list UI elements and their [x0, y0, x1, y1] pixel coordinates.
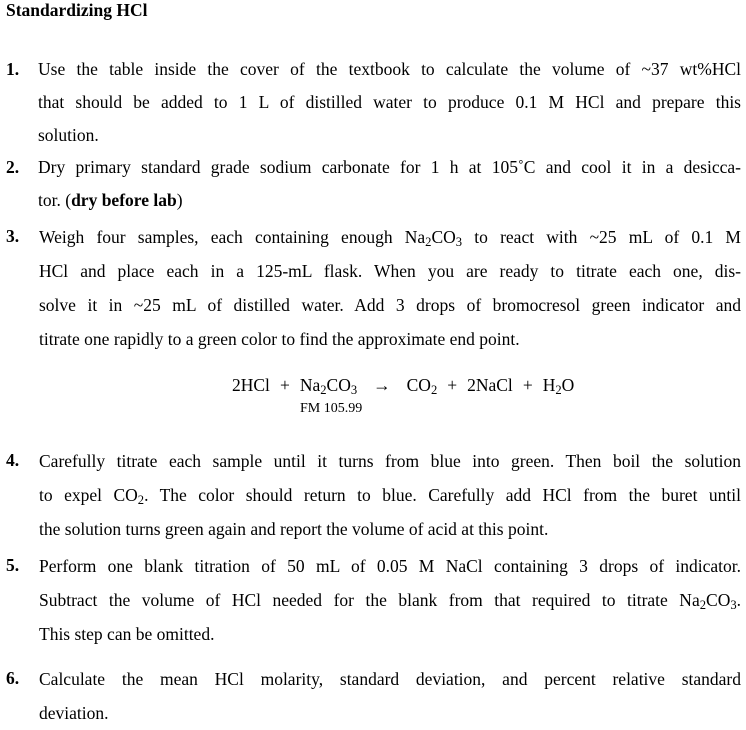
text-run: .: [736, 590, 741, 610]
equation-line: [232, 372, 574, 398]
plus-sign: +: [447, 375, 458, 395]
step-text: [39, 444, 741, 546]
step-line: titrate one rapidly to a green color to find the approximate end point.: [39, 329, 520, 349]
text-run: Subtract the volume of HCl needed for the blank from that required to titrate Na: [39, 590, 700, 610]
reactant-hcl: 2HCl: [232, 375, 270, 395]
text-run: ): [176, 190, 183, 210]
reactant-na2co3: [299, 375, 358, 398]
step-number: 3.: [6, 226, 20, 246]
text-run: . The color should return to blue. Carefully add HCl from the buret until: [144, 485, 742, 505]
text-run: to expel CO: [39, 485, 138, 505]
document-title: Standardizing HCl: [6, 0, 148, 20]
reaction-equation: [0, 372, 746, 402]
text-run: CO: [431, 227, 456, 247]
step-text: [39, 220, 741, 356]
subscript: 3: [350, 383, 358, 398]
product-nacl: 2NaCl: [467, 375, 513, 395]
step-number: 1.: [6, 59, 20, 79]
step-line: [38, 184, 741, 217]
step-text: [38, 151, 741, 217]
step-line: [39, 478, 741, 512]
plus-sign: +: [279, 375, 290, 395]
dry-before-lab-note: dry before lab: [71, 190, 177, 210]
step-number: 5.: [6, 555, 20, 575]
step-line: Perform one blank titration of 50 mL of 0.05 M NaCl containing 3 drops of indicator.: [39, 556, 741, 576]
text-run: CO: [706, 590, 731, 610]
step-line: HCl and place each in a 125-mL flask. When you are ready to titrate each one, dis-: [39, 261, 741, 281]
text-run: H: [542, 375, 556, 395]
text-run: Weigh four samples, each containing enough Na: [39, 227, 426, 247]
step-number: 6.: [6, 668, 20, 688]
subscript: 2: [320, 383, 327, 398]
step-line: that should be added to 1 L of distilled water to produce 0.1 M HCl and prepare this: [38, 92, 741, 112]
text-run: CO: [326, 375, 351, 395]
step-line: solution.: [38, 125, 99, 145]
product-co2: [406, 375, 438, 398]
reaction-arrow: →: [373, 375, 391, 395]
formula-mass-label: FM 105.99: [300, 401, 363, 416]
step-line: Calculate the mean HCl molarity, standard deviation, and percent relative standard: [39, 669, 741, 689]
subscript: 2: [430, 383, 438, 398]
step-line: This step can be omitted.: [39, 624, 215, 644]
step-line: [39, 583, 741, 617]
step-line: Carefully titrate each sample until it turns from blue into green. Then boil the solution: [39, 451, 741, 471]
subscript: 2: [137, 493, 145, 508]
plus-sign: +: [522, 375, 533, 395]
subscript: 2: [425, 235, 432, 250]
subscript: 3: [730, 598, 737, 613]
step-line: [39, 220, 741, 254]
text-run: tor. (: [38, 190, 72, 210]
subscript: 2: [555, 383, 562, 398]
text-run: to react with ~25 mL of 0.1 M: [462, 227, 741, 247]
step-text: [39, 549, 741, 651]
product-water: [542, 375, 575, 398]
step-line: the solution turns green again and report the volume of acid at this point.: [39, 519, 549, 539]
text-run: O: [561, 375, 575, 395]
step-number: 2.: [6, 157, 20, 177]
step-line: deviation.: [39, 703, 109, 723]
step-line: solve it in ~25 mL of distilled water. Add 3 drops of bromocresol green indicator and: [39, 295, 741, 315]
subscript: 3: [455, 235, 463, 250]
step-line: Use the table inside the cover of the textbook to calculate the volume of ~37 wt%HCl: [38, 59, 741, 79]
text-run: CO: [406, 375, 431, 395]
subscript: 2: [699, 598, 707, 613]
step-text: [38, 53, 741, 152]
step-number: 4.: [6, 450, 20, 470]
text-run: Na: [299, 375, 321, 395]
step-line: Dry primary standard grade sodium carbonate for 1 h at 105˚C and cool it in a desicca-: [38, 157, 741, 177]
step-text: [39, 662, 741, 730]
